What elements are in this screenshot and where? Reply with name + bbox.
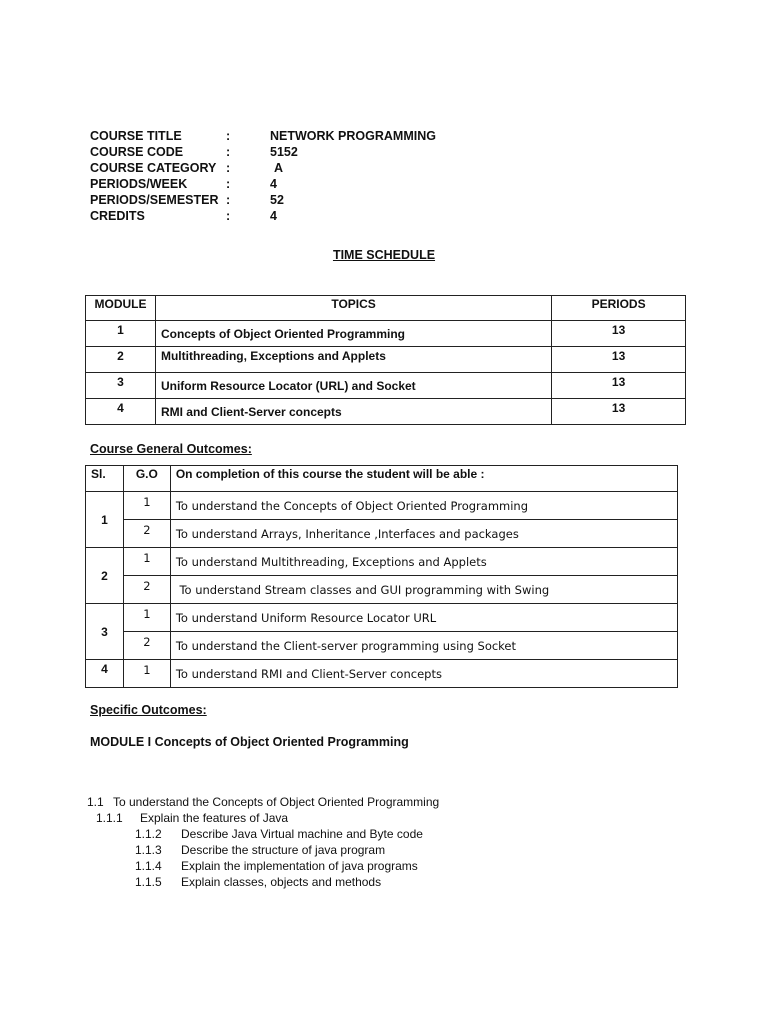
colon: : <box>226 193 231 207</box>
outcome-text: To understand Multithreading, Exceptions and Applets <box>170 548 677 576</box>
colon: : <box>226 129 231 143</box>
periods-week-label: PERIODS/WEEK <box>90 177 188 191</box>
module-number: 3 <box>86 373 156 399</box>
item-text: Describe Java Virtual machine and Byte code <box>181 827 423 841</box>
item-number: 1.1.1 <box>96 811 123 825</box>
item-number: 1.1 <box>87 795 104 809</box>
time-schedule-heading: TIME SCHEDULE <box>332 248 436 262</box>
sl-number: 3 <box>86 604 124 660</box>
item-number: 1.1.5 <box>135 875 162 889</box>
item-number: 1.1.3 <box>135 843 162 857</box>
topic-cell: Concepts of Object Oriented Programming <box>155 321 551 347</box>
sl-number: 1 <box>86 492 124 548</box>
sl-header: Sl. <box>86 466 124 492</box>
table-row <box>86 604 678 632</box>
table-row <box>86 632 678 660</box>
module-title: MODULE I Concepts of Object Oriented Programming <box>90 735 409 749</box>
colon: : <box>226 161 231 175</box>
colon: : <box>226 209 231 223</box>
outcome-text: To understand RMI and Client-Server concepts <box>170 660 677 688</box>
go-number: 2 <box>123 632 170 660</box>
topics-header: TOPICS <box>155 296 551 321</box>
course-code-value: 5152 <box>270 145 298 159</box>
item-text: Explain the features of Java <box>140 811 289 825</box>
go-number: 2 <box>123 576 170 604</box>
periods-cell: 13 <box>552 321 686 347</box>
module-number: 2 <box>86 347 156 373</box>
outcome-text: To understand Uniform Resource Locator URL <box>170 604 677 632</box>
course-code-label: COURSE CODE <box>90 145 184 159</box>
table-row <box>86 548 678 576</box>
item-number: 1.1.4 <box>135 859 162 873</box>
module-number: 1 <box>86 321 156 347</box>
course-category-value: A <box>274 161 284 175</box>
outcome-text: To understand the Client-server programming using Socket <box>170 632 677 660</box>
colon: : <box>226 145 231 159</box>
specific-outcomes-heading: Specific Outcomes: <box>90 703 207 717</box>
credits-value: 4 <box>270 209 277 223</box>
item-text: Describe the structure of java program <box>181 843 386 857</box>
credits-label: CREDITS <box>90 209 145 223</box>
table-header-row <box>86 466 678 492</box>
periods-semester-label: PERIODS/SEMESTER <box>90 193 219 207</box>
course-title-value: NETWORK PROGRAMMING <box>270 129 436 143</box>
colon: : <box>226 177 231 191</box>
general-outcomes-table <box>85 465 678 688</box>
go-number: 1 <box>123 604 170 632</box>
item-number: 1.1.2 <box>135 827 162 841</box>
course-category-label: COURSE CATEGORY <box>90 161 217 175</box>
item-text: Explain the implementation of java programs <box>181 859 418 873</box>
topic-cell: RMI and Client-Server concepts <box>155 399 551 425</box>
go-number: 2 <box>123 520 170 548</box>
periods-week-value: 4 <box>270 177 277 191</box>
outcome-text: To understand Arrays, Inheritance ,Interfaces and packages <box>170 520 677 548</box>
module-header: MODULE <box>86 296 156 321</box>
outcome-text: To understand the Concepts of Object Oriented Programming <box>170 492 677 520</box>
go-number: 1 <box>123 492 170 520</box>
item-text: To understand the Concepts of Object Oriented Programming <box>113 795 440 809</box>
go-header: G.O <box>123 466 170 492</box>
periods-header: PERIODS <box>552 296 686 321</box>
item-text: Explain classes, objects and methods <box>181 875 382 889</box>
go-number: 1 <box>123 660 170 688</box>
course-title-label: COURSE TITLE <box>90 129 182 143</box>
outcome-text: To understand Stream classes and GUI programming with Swing <box>170 576 677 604</box>
table-row <box>86 492 678 520</box>
table-header-row <box>86 296 686 321</box>
periods-semester-value: 52 <box>270 193 284 207</box>
go-number: 1 <box>123 548 170 576</box>
periods-cell: 13 <box>552 399 686 425</box>
table-row <box>86 321 686 347</box>
sl-number: 4 <box>86 660 124 688</box>
table-row <box>86 399 686 425</box>
module-number: 4 <box>86 399 156 425</box>
periods-cell: 13 <box>552 347 686 373</box>
table-row <box>86 576 678 604</box>
table-row <box>86 347 686 373</box>
topic-cell: Uniform Resource Locator (URL) and Socket <box>155 373 551 399</box>
outcome-header: On completion of this course the student will be able : <box>170 466 677 492</box>
general-outcomes-heading: Course General Outcomes: <box>90 442 252 456</box>
table-row <box>86 520 678 548</box>
periods-cell: 13 <box>552 373 686 399</box>
table-row <box>86 373 686 399</box>
table-row <box>86 660 678 688</box>
time-schedule-table <box>85 295 686 425</box>
sl-number: 2 <box>86 548 124 604</box>
topic-cell: Multithreading, Exceptions and Applets <box>155 347 551 373</box>
